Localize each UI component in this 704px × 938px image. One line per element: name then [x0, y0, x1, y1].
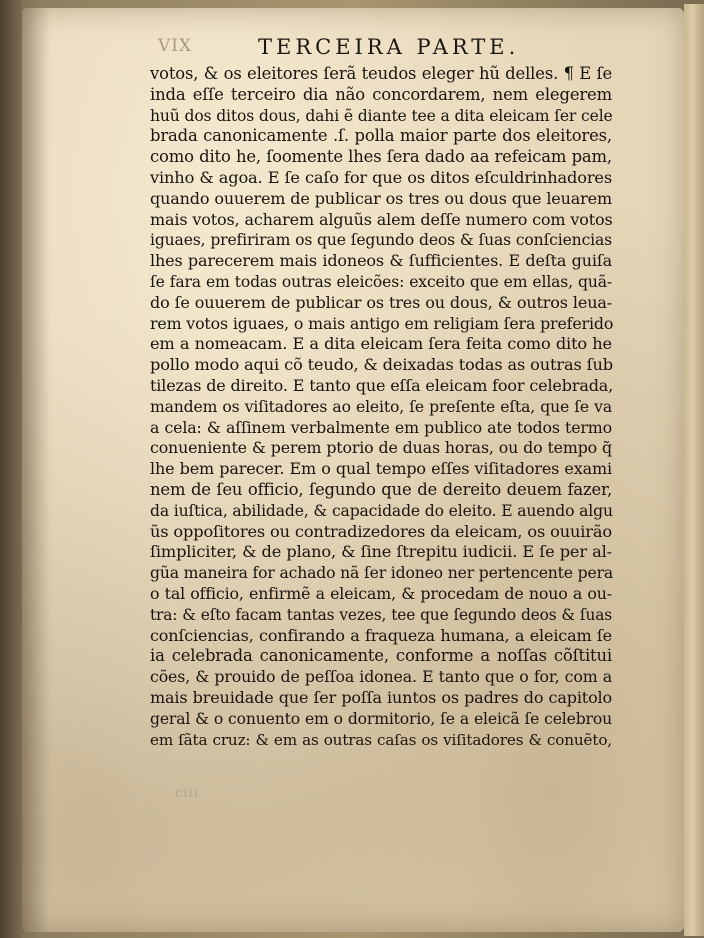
text-line: lhes parecerem mais idoneos & ſufficientes. E deſta guiſa: [150, 251, 612, 271]
text-line: quando ouuerem de publicar os tres ou dous que leuarem: [150, 188, 612, 208]
folio-number: VIX: [158, 36, 193, 56]
text-line: lhe bem parecer. Em o qual tempo eſſes viſitadores exami: [150, 459, 612, 479]
text-line: em ſãta cruz: & em as outras caſas os viſitadores & conuẽto,: [150, 730, 612, 749]
text-line: cões, & prouido de peſſoa idonea. E tanto que o for, com a: [150, 667, 612, 687]
text-line: ſe fara em todas outras eleicões: exceito que em ellas, quã-: [150, 272, 612, 291]
text-line: mais breuidade que ſer poſſa iuntos os padres do capitolo: [150, 687, 612, 707]
text-line: como dito he, ſoomente lhes ſera dado aa refeicam pam,: [150, 147, 612, 167]
adjacent-page-edge: [684, 4, 704, 936]
text-line: ia celebrada canonicamente, conforme a noſſas cõſtitui: [150, 646, 612, 666]
text-line: vinho & agoa. E ſe caſo for que os ditos eſculdrinhadores: [150, 167, 612, 187]
page-header: [150, 36, 570, 62]
gutter-shadow: [22, 8, 50, 932]
text-line: conueniente & perem ptorio de duas horas, ou do tempo q̃: [150, 438, 612, 458]
text-line: tilezas de direito. E tanto que eſſa eleicam foor celebrada,: [150, 375, 614, 395]
text-line: votos, & os eleitores ſerã teudos eleger hũ delles. ¶ E ſe: [150, 64, 612, 83]
text-line: a cela: & aſſinem verbalmente em publico ate todos termo: [150, 417, 612, 437]
text-line: gũa maneira for achado nã ſer idoneo ner pertencente pera: [150, 564, 614, 583]
book-spine: [0, 0, 22, 938]
signature-mark: ciii: [175, 786, 199, 801]
text-line: mais votos, acharem alguũs alem deſſe numero com votos: [150, 209, 613, 229]
text-line: em a nomeacam. E a dita eleicam ſera feita como dito he: [150, 334, 612, 354]
text-line: rem votos iguaes, o mais antigo em religiam ſera preferido: [150, 313, 614, 333]
body-text: [150, 64, 612, 750]
text-line: geral & o conuento em o dormitorio, ſe a eleicã ſe celebrou: [150, 709, 612, 728]
text-line: ũs oppoſitores ou contradizedores da eleicam, os ouuirão: [150, 521, 612, 541]
text-line: huũ dos ditos dous, dahi ẽ diante tee a dita eleicam ſer cele: [150, 106, 613, 125]
text-line: nem de ſeu officio, ſegundo que de dereito deuem fazer,: [150, 479, 612, 499]
text-line: da iuſtica, abilidade, & capacidade do eleito. E auendo algu: [150, 501, 613, 520]
text-line: o tal officio, enfirmẽ a eleicam, & procedam de nouo a ou-: [150, 583, 612, 603]
text-line: conſciencias, confirando a fraqueza humana, a eleicam ſe: [150, 625, 612, 645]
text-line: tra: & eſto facam tantas vezes, tee que ſegundo deos & ſuas: [150, 605, 612, 624]
text-line: ſimpliciter, & de plano, & ſine ſtrepitu iudicii. E ſe per al-: [150, 542, 612, 562]
text-line: mandem os viſitadores ao eleito, ſe preſente eſta, que ſe va: [150, 397, 612, 416]
text-line: do ſe ouuerem de publicar os tres ou dous, & outros leua-: [150, 292, 612, 312]
text-line: pollo modo aqui cõ teudo, & deixadas todas as outras ſub: [150, 355, 613, 375]
running-head: TERCEIRA PARTE.: [258, 35, 520, 59]
text-line: iguaes, prefiriram os que ſegundo deos & ſuas conſciencias: [150, 231, 612, 250]
text-line: brada canonicamente .ſ. polla maior parte dos eleitores,: [150, 126, 612, 146]
text-line: inda eſſe terceiro dia não concordarem, nem elegerem: [150, 84, 612, 104]
